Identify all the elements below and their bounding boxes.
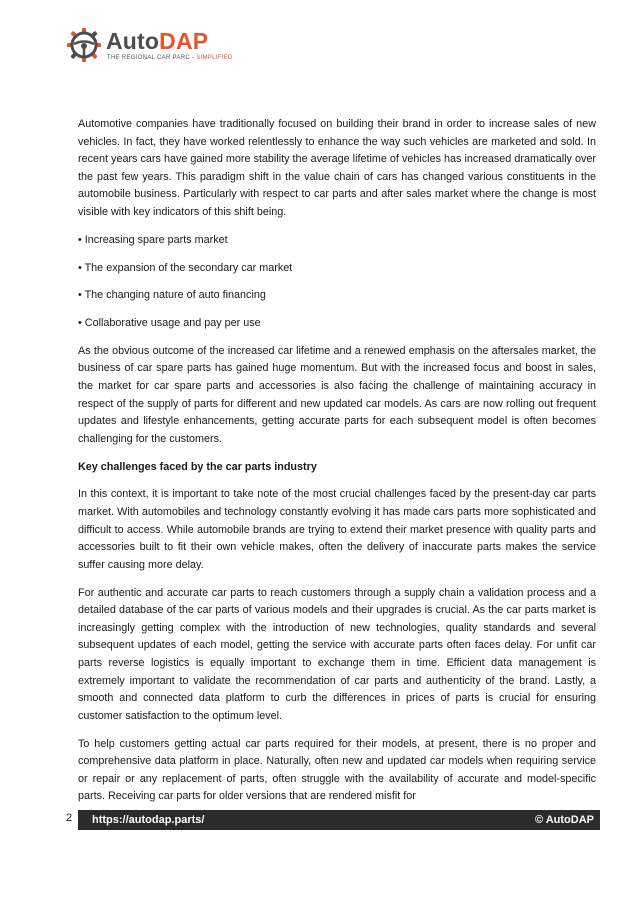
page-footer: [0, 810, 638, 830]
paragraph-data-platform: To help customers getting actual car parts required for their models, at present, there is no proper and comprehensive data platform in place. Naturally, often new and updated car models when requiring service or repair or any replacement of parts, often struggle with the availability of accurate and model-specific parts. Receiving car parts for older versions that are rendered misfit for: [78, 737, 596, 803]
autodap-logo: [66, 23, 266, 73]
section-heading: Key challenges faced by the car parts industry: [78, 460, 317, 473]
page-number: 2: [66, 812, 73, 824]
steering-wheel-gear-icon: [66, 27, 102, 63]
bullet-item: • Collaborative usage and pay per use: [78, 317, 261, 330]
document-body: [78, 116, 596, 816]
paragraph-validation: For authentic and accurate car parts to reach customers through a supply chain a validation process and a detailed database of the car parts of various models and their upgrades is crucial. As the car parts market is increasingly getting complex with the introduction of new technologies, quality standards and several subsequent updates of each model, getting the service with accurate parts often faces delay. For unfit car parts reverse logistics is equally important to exchange them in time. Efficient data management is extremely important to validate the recommendation of car parts and authenticity of the brand. Lastly, a smooth and connected data platform to curb the differences in prices of parts is crucial for ensuring customer satisfaction to the optimum level.: [78, 586, 596, 722]
bullet-item: • The changing nature of auto financing: [78, 289, 266, 302]
footer-copyright: © AutoDAP: [534, 814, 594, 826]
footer-bar: [78, 810, 600, 830]
brand-tagline: THE REGIONAL CAR PARC - SIMPLIFIED: [107, 55, 233, 61]
footer-url-link[interactable]: https://autodap.parts/: [92, 814, 205, 826]
paragraph-context: In this context, it is important to take note of the most crucial challenges faced by the present-day car parts market. With automobiles and technology constantly evolving it has made cars parts more sophisticated and difficult to access. While automobile brands are trying to extend their market presence with quality parts and accessories built to fit their own vehicle makes, often the delivery of inaccurate parts makes the service suffer causing more delay.: [78, 488, 596, 571]
brand-wordmark: AutoDAP: [106, 28, 209, 54]
paragraph-intro: Automotive companies have traditionally focused on building their brand in order to increase sales of new vehicles. In fact, they have worked relentlessly to enhance the way such vehicles are marketed and sold. In recent years cars have gained more stability the average lifetime of vehicles has increased dramatically over the past few years. This paradigm shift in the value chain of cars has changed various constituents in the automobile business. Particularly with respect to car parts and after sales market where the change is most visible with key indicators of this shift being.: [78, 118, 596, 218]
bullet-item: • Increasing spare parts market: [78, 233, 228, 246]
bullet-item: • The expansion of the secondary car market: [78, 261, 293, 274]
paragraph-aftersales: As the obvious outcome of the increased car lifetime and a renewed emphasis on the aftersales market, the business of car spare parts has gained huge momentum. But with the increased focus and boost in sales, the market for car spare parts and accessories is also facing the challenge of maintaining accuracy in respect of the supply of parts for different and new updated car models. As cars are now rolling out frequent updates and lifestyle enhancements, getting accurate parts for each subsequent model is often becomes challenging for the customers.: [78, 344, 596, 445]
